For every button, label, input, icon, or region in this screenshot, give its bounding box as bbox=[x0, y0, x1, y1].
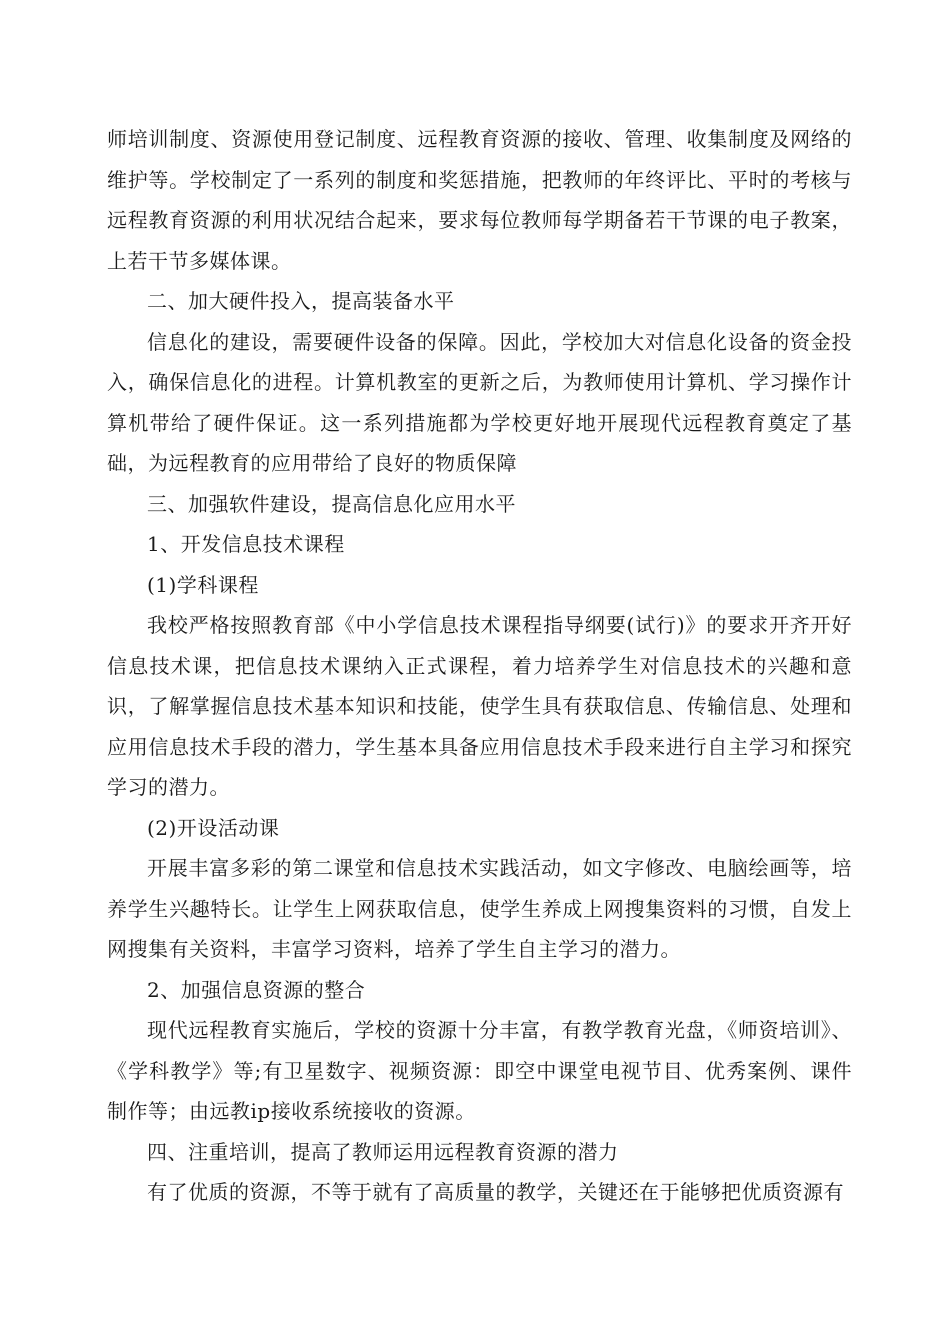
paragraph-hardware: 信息化的建设，需要硬件设备的保障。因此，学校加大对信息化设备的资金投入，确保信息化的进程。计算机教室的更新之后，为教师使用计算机、学习操作计算机带给了硬件保证。这一系列措施都为学校更好地开展现代远程教育奠定了基础，为远程教育的应用带给了良好的物质保障 bbox=[107, 329, 852, 475]
paragraph-training: 有了优质的资源，不等于就有了高质量的教学，关键还在于能够把优质资源有 bbox=[147, 1180, 844, 1204]
paragraph-resource-integration: 现代远程教育实施后，学校的资源十分丰富，有教学教育光盘，《师资培训》、《学科教学》等;有卫星数字、视频资源：即空中课堂电视节目、优秀案例、课件制作等；由远教ip接收系统接收的资源。 bbox=[107, 1018, 852, 1123]
paragraph-subject-course: 我校严格按照教育部《中小学信息技术课程指导纲要(试行)》的要求开齐开好信息技术课，把信息技术课纳入正式课程，着力培养学生对信息技术的兴趣和意识，了解掌握信息技术基本知识和技能，使学生具有获取信息、传输信息、处理和应用信息技术手段的潜力，学生基本具备应用信息技术手段来进行自主学习和探究学习的潜力。 bbox=[107, 613, 852, 799]
section-heading-software: 三、加强软件建设，提高信息化应用水平 bbox=[147, 491, 516, 516]
subheading-activity-course: (2)开设活动课 bbox=[147, 815, 280, 840]
paragraph-continuation: 师培训制度、资源使用登记制度、远程教育资源的接收、管理、收集制度及网络的维护等。学校制定了一系列的制度和奖惩措施，把教师的年终评比、平时的考核与远程教育资源的利用状况结合起来，要求每位教师每学期备若干节课的电子教案，上若干节多媒体课。 bbox=[107, 127, 852, 273]
paragraph-activity-course: 开展丰富多彩的第二课堂和信息技术实践活动，如文字修改、电脑绘画等，培养学生兴趣特长。让学生上网获取信息，使学生养成上网搜集资料的习惯，自发上网搜集有关资料，丰富学习资料，培养了学生自主学习的潜力。 bbox=[107, 856, 852, 961]
subheading-subject-course: (1)学科课程 bbox=[147, 572, 259, 597]
document-page bbox=[107, 119, 852, 1213]
subheading-resource-integration: 2、加强信息资源的整合 bbox=[147, 977, 366, 1002]
subheading-it-course: 1、开发信息技术课程 bbox=[147, 532, 345, 556]
section-heading-hardware: 二、加大硬件投入，提高装备水平 bbox=[147, 289, 455, 313]
section-heading-training: 四、注重培训，提高了教师运用远程教育资源的潜力 bbox=[147, 1139, 619, 1164]
